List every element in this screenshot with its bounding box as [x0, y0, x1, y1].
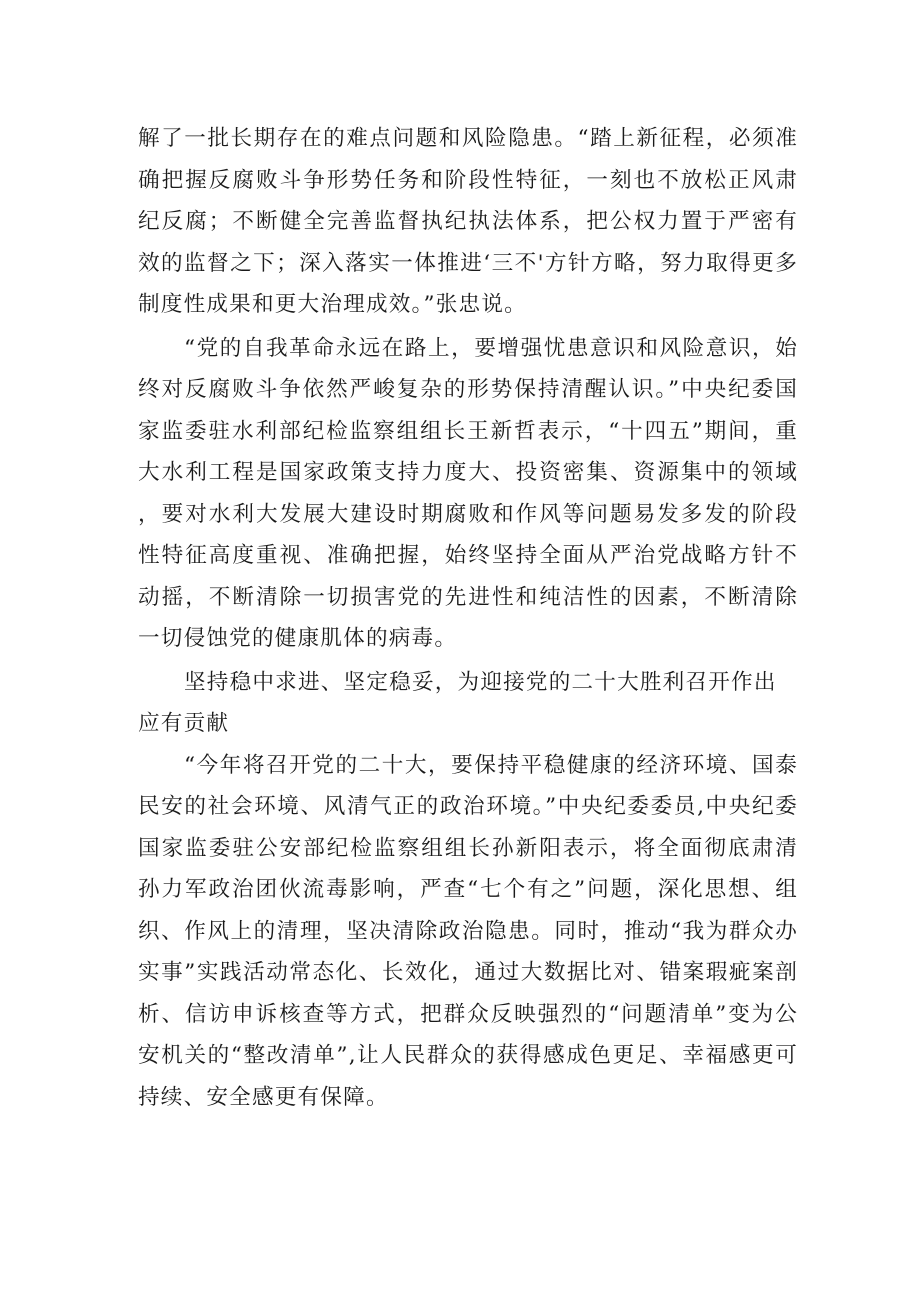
paragraph-continuation: 解了一批长期存在的难点问题和风险隐患。“踏上新征程，必须准确把握反腐败斗争形势任务和阶段性特征，一刻也不放松正风肃纪反腐；不断健全完善监督执纪执法体系，把公权力置于严密有效的监督之下；深入落实一体推进‘三不'方针方略，努力取得更多制度性成果和更大治理成效。”张忠说。 — [138, 126, 798, 317]
paragraph-quote-wang-xinzhe: “党的自我革命永远在路上，要增强忧患意识和风险意识，始终对反腐败斗争依然严峻复杂的形势保持清醒认识。”中央纪委国家监委驻水利部纪检监察组组长王新哲表示，“十四五”期间，重大水利工程是国家政策支持力度大、投资密集、资源集中的领域，要对水利大发展大建设时期腐败和作风等问题易发多发的阶段性特征高度重视、准确把握，始终坚持全面从严治党战略方针不动摇，不断清除一切损害党的先进性和纯洁性的因素，不断清除一切侵蚀党的健康肌体的病毒。 — [138, 335, 798, 651]
paragraph-quote-sun-xinyang: “今年将召开党的二十大，要保持平稳健康的经济环境、国泰民安的社会环境、风清气正的政治环境。”中央纪委委员,中央纪委国家监委驻公安部纪检监察组组长孙新阳表示，将全面彻底肃清孙力军政治团伙流毒影响，严查“七个有之”问题，深化思想、组织、作风上的清理，坚决清除政治隐患。同时，推动“我为群众办实事”实践活动常态化、长效化，通过大数据比对、错案瑕疵案剖析、信访申诉核查等方式，把群众反映强烈的“问题清单”变为公安机关的“整改清单”,让人民群众的获得感成色更足、幸福感更可持续、安全感更有保障。 — [138, 752, 798, 1110]
section-heading: 坚持稳中求进、坚定稳妥，为迎接党的二十大胜利召开作出应有贡献 — [138, 669, 777, 736]
article-body — [138, 118, 798, 1118]
